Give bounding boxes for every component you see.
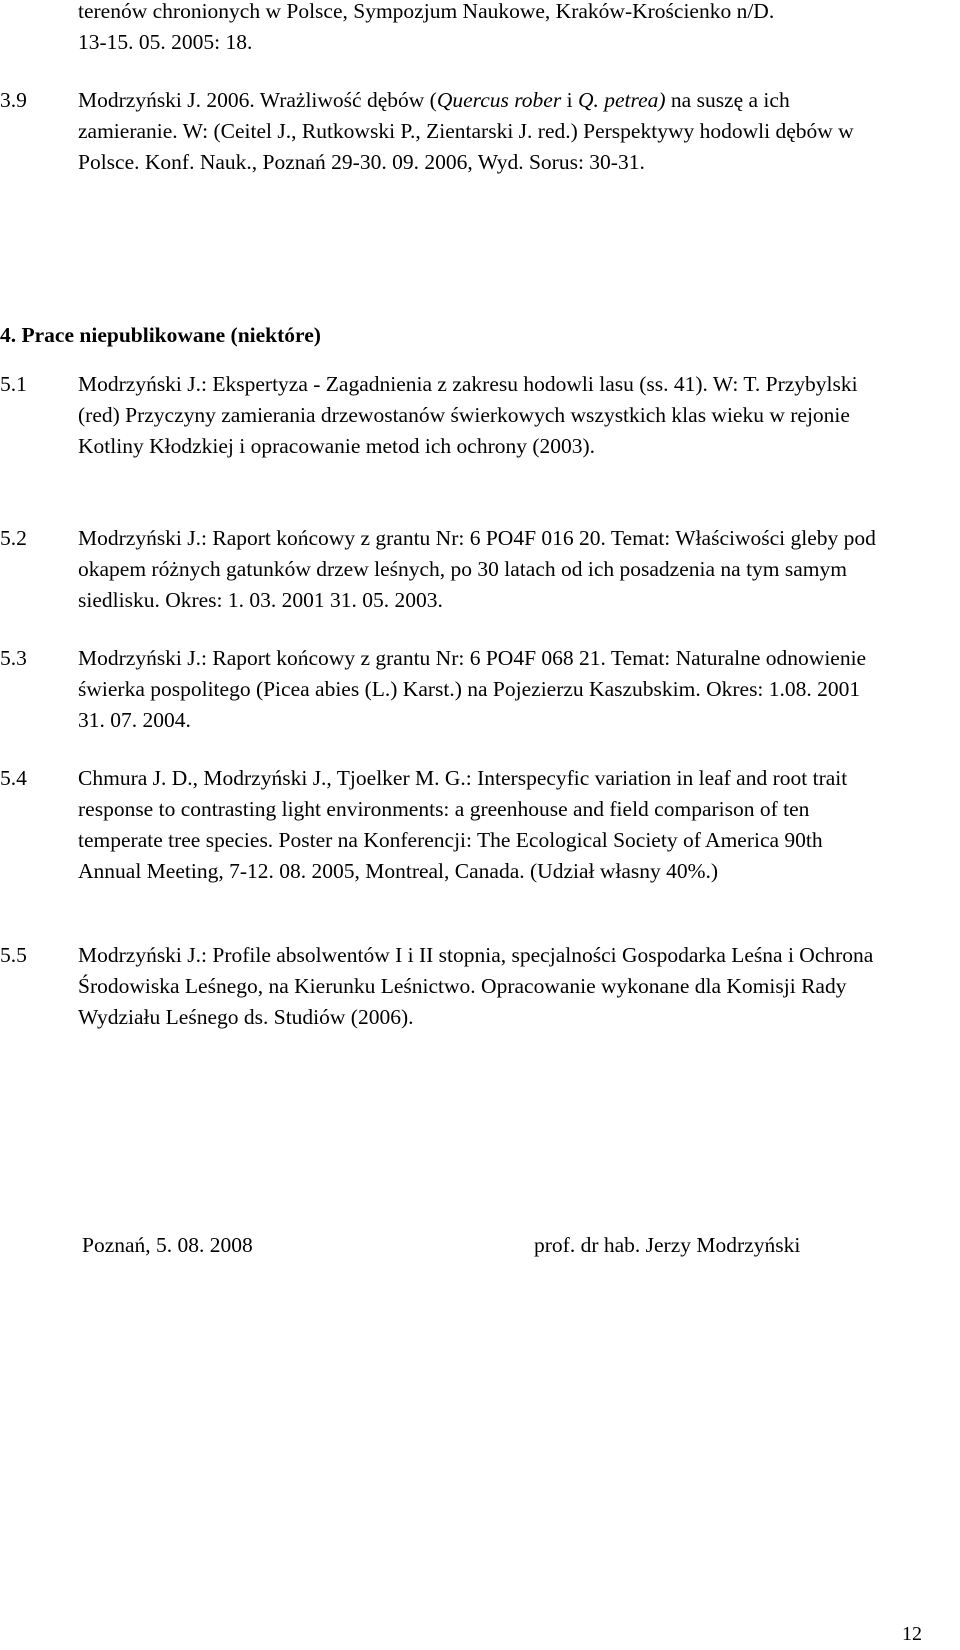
entry-number: 5.2 xyxy=(0,526,27,550)
entry-number: 5.1 xyxy=(0,372,27,396)
reference-entry-5-1 xyxy=(0,369,930,462)
entry-number: 3.9 xyxy=(0,88,27,112)
reference-entry-5-3 xyxy=(0,643,930,736)
species-name: Q. petrea) xyxy=(577,88,666,112)
entry-text-part: i xyxy=(561,88,578,112)
species-name: Quercus rober xyxy=(436,88,562,112)
reference-entry-5-2 xyxy=(0,523,930,616)
entry-text: Modrzyński J.: Profile absolwentów I i II stopnia, specjalności Gospodarka Leśna i Ochrona Środowiska Leśnego, na Kierunku Leśnictwo. Opracowanie wykonane dla Komisji Rady Wydziału Leśnego ds. Studiów (2006). xyxy=(78,943,874,1029)
reference-entry-3-9 xyxy=(0,85,930,178)
entry-text-part: Modrzyński J. 2006. Wrażliwość dębów ( xyxy=(78,88,437,112)
signature-author: prof. dr hab. Jerzy Modrzyński xyxy=(534,1233,801,1257)
entry-text: Modrzyński J.: Raport końcowy z grantu Nr: 6 PO4F 016 20. Temat: Właściwości gleby pod okapem różnych gatunków drzew leśnych, po 30 latach od ich posadzenia na tym samym siedlisku. Okres: 1. 03. 2001 31. 05. 2003. xyxy=(78,526,876,612)
reference-entry-5-4 xyxy=(0,763,930,887)
entry-text: Chmura J. D., Modrzyński J., Tjoelker M. G.: Interspecyfic variation in leaf and root trait response to contrasting light environments: a greenhouse and field comparison of ten temperate tree species. Poster na Konferencji: The Ecological Society of America 90th Annual Meeting, 7-12. 08. 2005, Montreal, Canada. (Udział własny 40%.) xyxy=(78,766,848,883)
page-number: 12 xyxy=(902,1623,922,1645)
continued-reference-line-2: 13-15. 05. 2005: 18. xyxy=(78,30,253,54)
continued-reference-line-1: terenów chronionych w Polsce, Sympozjum Naukowe, Kraków-Krościenko n/D. xyxy=(78,0,775,23)
signature-place-date: Poznań, 5. 08. 2008 xyxy=(82,1233,253,1257)
continued-reference xyxy=(78,0,938,58)
entry-text: Modrzyński J.: Ekspertyza - Zagadnienia z zakresu hodowli lasu (ss. 41). W: T. Przybylski (red) Przyczyny zamierania drzewostanów świerkowych wszystkich klas wieku w rejonie Kotliny Kłodzkiej i opracowanie metod ich ochrony (2003). xyxy=(78,372,858,458)
entry-text-part: na suszę a ich zamieranie. W: (Ceitel J., Rutkowski P., Zientarski J. red.) Perspektywy hodowli dębów w Polsce. Konf. Nauk., Poznań 29-30. 09. 2006, Wyd. Sorus: 30-31. xyxy=(78,88,854,174)
entry-number: 5.4 xyxy=(0,766,27,790)
entry-number: 5.5 xyxy=(0,943,27,967)
section-heading: 4. Prace niepublikowane (niektóre) xyxy=(0,323,321,347)
entry-text xyxy=(78,85,890,178)
entry-number: 5.3 xyxy=(0,646,27,670)
entry-text: Modrzyński J.: Raport końcowy z grantu Nr: 6 PO4F 068 21. Temat: Naturalne odnowienie świerka pospolitego (Picea abies (L.) Karst.) na Pojezierzu Kaszubskim. Okres: 1.08. 2001 31. 07. 2004. xyxy=(78,646,867,732)
reference-entry-5-5 xyxy=(0,940,930,1033)
